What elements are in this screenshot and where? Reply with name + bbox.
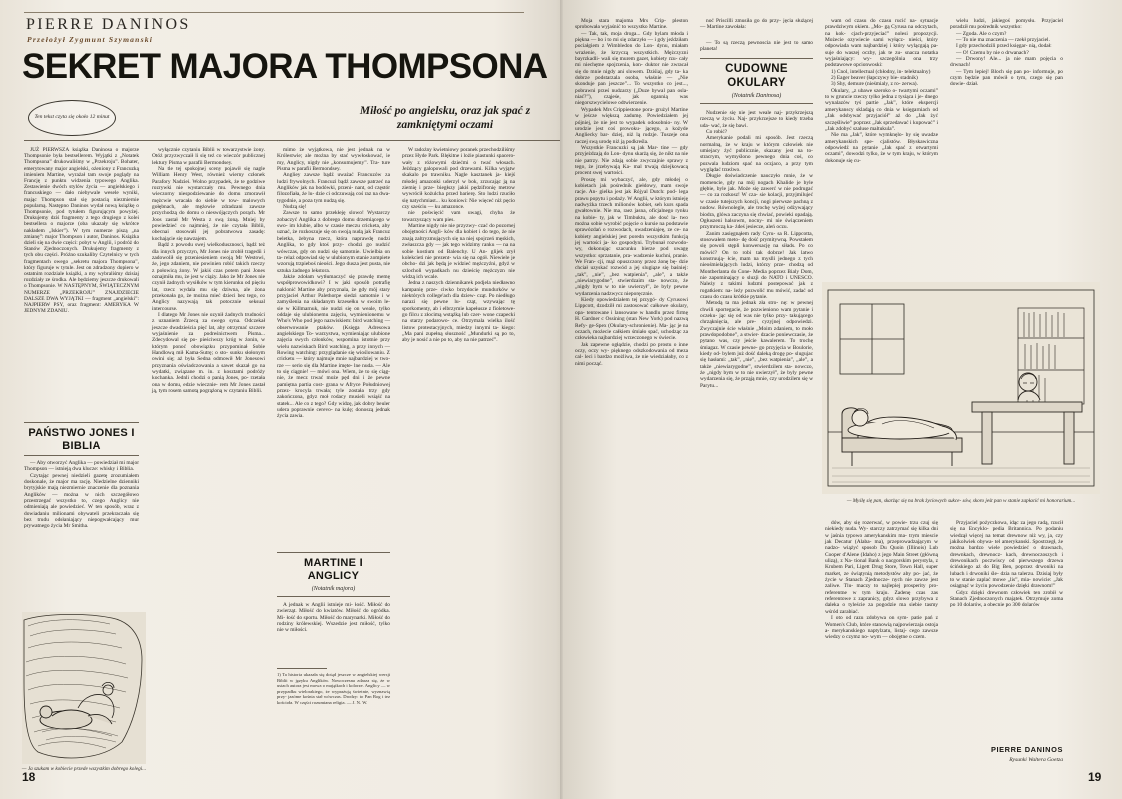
section-title-cudowne-okulary: CUDOWNE OKULARY xyxy=(725,63,788,89)
paragraph: Okulary, „z ubawe szeroko o- twartymi oczami” to w gruncie rzeczy tylko jedna z tysiąca i je- dnego wynalazów tyś partie „Jak”, które ekspercji amerykanscy skladąją co dnia w księgarniach od „Jak odsbywać przyjaciół” aż do „Jak żyć szczęśliwie” poprzez „Jak sprzedawać i kupować” i „Jak zdobyć szaluse maltukula”. xyxy=(825,87,938,132)
footnote: 1) Ta historia ukazała się dotąd jeszcze w angielskiej wersji Biblii w języku Anglików. Nowoczesna zdarza się, że w ustach autora jest mowa o majątkach i kolorze. Anglicy — w przypadku wielorakiego, że wyprażują świetnie, wyznawią przy- jazóme kośnia stał wówczas. Drodzy: to Pan Bog i tez kościoła. W części rozumiana religia. — J. N. W. xyxy=(277,672,390,705)
signature: PIERRE DANINOS xyxy=(990,745,1063,754)
paragraph: Angliey zawsze bądź uważać Francuzów za ludzi frywolnych. Francuzi bądź zawsze patrzeć na Anglików jak na bodówki, przeni- nant, od częstór filozofiała, że lu- dzie ci odczuwają coś raz na dwa- tygodnie, a poza tym nudzą się. xyxy=(277,172,390,204)
author-name: PIERRE DANINOS xyxy=(26,16,191,33)
section-subtitle-martine: (Notatnik majora) xyxy=(311,586,356,592)
paragraph: Nudzenie się nie jest weale naj- przykrzejszą rzeczą w życiu. Naj- przykrzejsze to kiedy trzeba uda- wać, że się bawi. xyxy=(700,110,813,129)
section-subtitle-okulary: (Notatnik Daninosa) xyxy=(731,93,782,99)
paragraph: 1) Cnol, intellectual (chłodny, in- telektualny) xyxy=(831,68,931,75)
footnote-rule xyxy=(277,668,327,669)
paragraph: wam od czasu do czasu rucić na- sytuacje prawdziwym okiem. „Mo- gą Cyrusa na odczytach, na kok- cjach-przyjeciać” nolesi propozycji. Możecie ozywiecie sami wyłącz- nieści, który odpowiada wam najbardziej i który wylącgają pa- suje do waszej oczby, jak te zu- snacza notatka wyjaśniający: wy- szczególnia ona trzy podstawowe opcionwoski: xyxy=(825,18,938,69)
paragraph: Gdyz dzięki drewnom człowiek ten zrobił w Stanach Zjednoczonych majątek. Otrzymuje zoma po 10 dolarów, a obecnie po 300 dolarów xyxy=(950,589,1063,609)
paragraph: Na tle tej spokojnej sceny pojawił się nagle William Henry West, również wierny członek Parafory Nadziei. Wolno przypadek, że te godziwe rozrywki nie wystarczały mu. Pewnego dnia wieczorny niespodziewanie do domu zmorawił mężcwie wracała do siebie w tow- malowych gołębnach, ale mężowie zdradzani zawsze przychodzą do domu o nieswójączych porąch. Mr Joos zastał Mr Westa z swą żoną. Mniej by powiedzieć co najmniej, że nie czytała Biblii, obecnai stosowałi jej pobratwowa zasadę: kochającie się nawzajem. xyxy=(152,166,265,242)
column-7-top xyxy=(825,18,938,276)
column-6-top2 xyxy=(700,40,813,54)
paragraph: Metodą ta ma jednak zła stro- nę: w pewnej chwili sportegacie, że pozwieniono wam pytanie i oczeku- jąc się od was nie tylko przy- takującego chrząknięcia, ale pre- cyzyjnej odpowiedzi. Zwyczajnie ście właśnie „Moim zdaniem, to moło prawdopodobne”, a stwier- dzacie poniewczasie, że pytano was, czy jeście kawalerem. To trochę śmiagaz. W czasie pewne- go przyjęcia w Boulorie, kiedy od- bylem już dość daleką drogę po- slugujac się hasłami: „tak”, „nie”, „bez watpienia”, „ale”, a także „niewiarygodne”, stwierdzilem sta- nowczo, że „nigdy bym w to nie uwierzył”, że byly pewne wydarzenia się, że prząją mnie, czy urodzilem się w Parytu... xyxy=(700,300,813,389)
column-2 xyxy=(152,147,265,757)
paragraph: Czytając pewnej niedzieli gazetę zrozumiałem doskonale, że major ma rację. Niedzielne dzienniki brytyjskie mają niezmiernie znaczenie dla poznania Anglików — można w nich szczegółowo przestrzegać wszystko to, czego Anglicy nie odmieniają ale powiedzieć. W ten sposób, wraz z dowiadaniu milionami obywateli przekraczała się bez trudu odsłaniający niepogwałcający mur prywatnego życia Mr Smitha. xyxy=(24,472,139,530)
artist-credit: Rysunki Waltera Goetza xyxy=(1009,757,1063,763)
section-rule-martine-top xyxy=(277,552,390,553)
illustration-right xyxy=(822,282,1100,494)
illustration-left xyxy=(22,612,146,764)
reading-time-text: Ten tekst czyta się około 12 minut xyxy=(34,114,110,121)
column-6 xyxy=(700,110,813,760)
page-number-left: 18 xyxy=(22,770,36,784)
paragraph: — Aby otworzyć Anglika — powiedział mi major Thompson — istnieją dwa klucze: whisky i Biblia. xyxy=(24,460,139,473)
paragraph: Nudzą się! xyxy=(283,204,307,211)
translator-credit: Przełożył Zygmunt Szymanski xyxy=(27,35,154,44)
masthead-bottom-rule xyxy=(24,140,560,141)
paragraph: I gdy przechodzili przed księgar- nią, dodał: xyxy=(956,43,1052,50)
reading-time-badge xyxy=(28,100,116,136)
paragraph: — Tym lepiej! Bloch się pan po- informuje, po czym będzie pan mówił o tym, czego się pan dowie- dział. xyxy=(950,68,1063,88)
paragraph: I oto od razu zdobywa on sym- patie pań z Women's Club, które stanowią najpowierzaja ostoja a- merykanskiego naptylzatu, listaj- cego zawsze wiedzy o czymz no- wym — obojętne o czem. xyxy=(825,615,938,641)
paragraph: — Tak, tak, moja droga... Gdy bylam młoda i piękna — bo i to mi się zdarzyło — i gdy jeździłam pociałgiem z Wimbledon do Lon- dynu, miałam wrażenie, że krzyczą wszystkich. Mężczyzni bayrzkadli- wali się murem gazet, kobiety rzu- cały mi niechętne spojrzenia, kon- duktor nie zwracał się do mnie nigdy ani slowem. Dziśiaj, gdy ta- ka dobrze podstarzala osoba, właśnie — „Nie skonduje pan jeszcze”... To wszystko co jest..., pobrawni prześ nudzarzy („Duze bywal pan osla- niać?”), cząjeśe, jak ogannią was niegorszwycielowe odtwierzenie. xyxy=(575,30,688,107)
paragraph: noć Priscilli zmusiła go do przy- jęcia służącej — Martine zawołała: xyxy=(700,18,813,31)
paragraph: Kiedy opowiedziałem tej przygó- dy Cyrusowi Lippcott, dzodzilł mi zastosować całkowe okulary, opa- tentowane i lansowane w handlu przez firmę H. Gardner c Ossining (stan New York) pod nazwą Refy- ge-Spex (Okulary-schronienie). Ma- jąc je na oczach, możecie całkiem śmiało spać, uchodząc za człowieka najbardziej wrzeczonego w świecie. xyxy=(575,297,688,342)
page-number-right: 19 xyxy=(1088,770,1102,784)
paragraph: dów, aby się rozerwać, w powie- trzu czuj się niekiedy nuda. Wy- starczy zatrzymać się kilka dni w jaśnia typowo amerykanskim ma- trym miescie jak Decatur (Alaba- ma), przeprowadzającym w nadzo- wiążyć sposob Du Quoin (Illinois) Lub Cooper d'Alene (Idaho) z jego Main Street (główną ulizą), z Na- tional Bank o nacgorskim perystyla, z Krubem Pari, Ligett Drug Store, Town Hall, super market, ze świątynią metodystów aby po- jać, że życie w Stanach Zjednocze- nych nie zawze jest zaliwe. Tlu- maczy to najlepiej prosperity pro- referentne w tym kraju. Zadenę czas zas referentowe z zapranicy, gdyz slowo przybywa z daleka o tyleście za pogodzie ma siebie tasmy wśród zarabiać. xyxy=(825,520,938,615)
paragraph: — To nie ma znaczenia — rzekł przyjaciel. xyxy=(956,37,1050,44)
column-3 xyxy=(277,147,390,547)
section-title-martine: MARTINE I ANGLICY xyxy=(304,557,363,582)
paragraph: Martine nigdy nie nie przyzwy- czać do pozornej obojętności Angli- ków dla kobiet i do tego, że nie znają zaltryzmujących się na niej spojrzeń męskich, zwłaszcza gdy — jak tego widzimy ranku — na na sobie kostium od Balenchy. U An- glijek zrył kolekcieti nie prezent- wia się na ogół. Niewiele je obcho- dzi jak będą je widzieć mężczyźni, gdyż w szlocholi wypadkach nu dzieścię mężczyzn nie widzą ich wcale. xyxy=(402,223,515,280)
paragraph: I dlatego Mr Jones nie ozynił żadnych trudności z uznaniem Żrzecą za swego syna. Odczekał jeszcze dwadzieścia pięć lat, aby otrzymać szczere wyjaśnienie za podreśnictwem Pisma... Zdecydowal się po- pieściwszy króg w żonin, w którym ponoć obowiązku przypominał Sobie Handlową mił Kama-Sutrę; o sto- sunku słołonym owini się; aż była Sedna odmowił Mr Jonesowi przyznania oświadczowania a sawet skazał go na wydatki, związane m. in. z kosztami podróży kochanka. Jednli chodzi o panią Jones, po- rzetała ona w domu, edzie wiecznie- rem Mr Jones zastał ją, tym rosem samotą pogrążoną w czytaniu Biblii. xyxy=(152,311,265,395)
paragraph: Amerykanie podali mi sposób. Jest rzeczą normalną, że w kraju w którym człowiek nie umiejacy żyć publicznie, skazany jest na to- stracrym, wymyślono pewnego dnia coś, co pozwala ludziom spać na oczjaco, a przy tym wyglądać trzeźwo. xyxy=(700,135,813,174)
paragraph: Wypadek Mrs Crippiestone pora- grużyl Martine w jeścze większą zadumę. Powiedziałem jej pójniej, że nie jest to wypadek odosobnio- ny. W urodzie jest coś prowoku- jącego, a kożyde Angliecky bar- dziej, niż lą rudzje. Tuszeje ona raczej swą urodę niż ją podkreśla. xyxy=(575,106,688,145)
paragraph: nie poświęcić vam uwagi, chyba że towarzyszący wam pies. xyxy=(402,210,515,223)
paragraph: Zanim zasięgnąłem rady Cyru- sa R. Lippcotta, stosowałem meto- dę dość prymitywną. Powstałem się powoli stępli konwersację na siłads. Po co mówić? On to robi tak dobrze! Jak latwo konstruują- łcie, mam na myslli jednego z tych nieośmielających ludzi, którzy prze- chodzą od Montberlanta do Cone- Media poprzez Bialy Dom, nie zapominający o sluzji do NATO i UNESCO. Należy z takimi ludzmi postepować jak z rogatkiem: na- leży pozwolić mu mówić, zadać od czasu do czasu krótkie pytanie. xyxy=(700,230,813,300)
paragraph: 2) Eager beaver (łapczywy bie- stadnik) xyxy=(831,75,918,82)
column-8-top xyxy=(950,18,1063,276)
paragraph: Jak zapewne ogłądzie, chodzi po prostu o inne oczy, oczy wy- pięknego odszkodowania od meza cal- leci i bardzo możliwa, że nie wiedziałaby, co z nimi począć. xyxy=(575,341,688,367)
paragraph: Bądź z powodu swej wielkodusznosci, bądź też dla innych przyczyn, Mr Jones nie zrobił tragedii i zadowolił się przeniesieniem swoją Mr Westowi, że, jego zdaniem, nie powinien robić takich rzeczy z połowicą żony. W jakiś czas potem pani Jones oznajmiła mu, że jest w ciąży. Jako że Mr Jones nie czynił żadnych wysiłków w tym kierunku od pięciu lat, rzecz wydala mu się dziwna, ale żona przekonała go, że można mieć dzieci bez tego, co Anglicy nazywają tak potocznie seksual intercourse. xyxy=(152,242,265,312)
paragraph: Jedna z naszych dziennikarek podjela niedławno kampanię prze- ciwko brzydocie mundurków w niektórych college'ach dla dziew- cząt. Po niedługo narazi się pewne lu- cząt, wzywając tę sporkomenty, ab i elbrzymie kapełusze z fioletowe- go filcu z złocimą wstążką lub czer- wone czapecki na starzy podarowo- ce. Otrzymala wielka ilość listow protestacyjnych, miedzy innymi ta- kiego: „Ma pani zupełną słuszność „Mundurki są po to, aby je nosić a nie po to, aby na nie patrzeć”. xyxy=(402,280,515,344)
article-subtitle: Miłość po angielsku, oraz jak spać z zamkniętymi oczami xyxy=(359,105,531,131)
column-3-martine xyxy=(277,602,390,662)
column-4 xyxy=(402,147,515,767)
column-6-top xyxy=(700,18,813,40)
paragraph: Proszę mi wybaczyć, ale, gdy młodej o kobietach jak pośrednik giełdowy, mam swoje racje. An- gielka jest jak Rójyal Dutch: pod- lega prawu popytu i podaży. W Anglii, w którym istnieję nadwyżka trzech milionów kobiet, seh kurs spada gwałtownie. Nie ma, raez jasna, oficjalnego rynku na kobie- ty, jak w Timbuktu, ale dosć la- two można sobie wyrobić pojęcie o kursie na podstawie sprawózdań o rozwodach, uwadzeniajeę, ze ce- na kobiety angielskiej jest poredn wszystkim funkcją jej wartości ja- ko gospodyni. Trybunał rozwodo- wy, dokonując szacunku bierze pod uwagę wszystko: sprzatanie, pra- wadzenie kuchni, pranie. We Fran- cji, mąż opuszczony przez żonę bę- dzie chciał uzyskać rozwód a jej slugiąze się baśniej: „tak”, „nie”, „bez watpienia”, „ale”, a także „niewiarygodne”, stwierdzaim sta- nowczo, że „nigdy bym w to nie uwierzył”, że byly pewne wydarzenia nadzwycz nieporęcznie. xyxy=(575,176,688,297)
section-rule-okulary-bottom xyxy=(700,103,813,104)
paragraph: Moja stara majoma Mrs Crip- pleston sprobowała wyjaśnić to wszystko Martine. xyxy=(575,18,688,31)
page-gutter xyxy=(560,0,563,799)
paragraph: Zawsze to samo przekłeję slowo! Wystarczy zobaczyć Anglika z dobrego domu drzemiącego w swo- im klubie, albo w czasie meczu cricketa, aby uznać, że rozkoszuje się on swoją nudą jak Francuz beletka, żebyna rzecz, która naprawdę nudzi Anglika, to gdy ktoś przy- chodzi go nudzić wówczas, gdy on nudzi się samotnie. Uwielbia on ta- relaż odpowiad się w ulubionym stanie zompiete wzorują trzpieboś nieości. Jego dusza jest pusta, nie sztuka żadnego lekstora. xyxy=(277,210,390,274)
paragraph: JUŻ PIERWSZA książka Daninosa o majorze Thompsonie była bestsellerem. Wyjątki z „Notatek Thompsona” drukowaliśmy w „Przekroju”. Bohater, emerytowany major angielski, ożeniony z Francuzką imieniem Martine, wyrażał tam swoje poglądy na Francję z punktu widzenia typowego Anglika. Zestawienie dwóch stylów życia — angielskiego i francuskiego — dało niebywale wesele wyniki, mając Thompson stał się postacią niezmiernie popularną. Następno Daninos wydał nową książkę o Thompsonie, pod tytułem figurującym powyżej. Drukujemy dziś fragmenty z tego drugiego z kolei bestsellera o majorze (oba ukazały się wkrótce nakładem „Iskier”). W tym numerze piszą „na zmianę”: major Thompson i autor, Daninos. Książka dzieli się na dwie części: pobyt w Anglii, i podróż do Stanów Zjednoczonych. Drukujemy fragmenty z tych obu części. Próżno szukaliby Czytelnicy w tych fragmentach owego „sekretu majora Thompsona”, który figuruje w tytule. Jest on zdradzony dopiero w ostatnim rozdziale książki, a my wybraliśmy dzisiaj rozdziały ze środka. Ale będziemy jeszcze drukowali o Thompsonie. W NASTĘPNYM, ŚWIĄTECZNYM NUMERZE „PRZEKROJU” ZNAJDZIECIE DALSZE DWA WYJĄTKI — fragment „angielski”: NAJPIERW PSY, oraz fragment: AMERYKA W JEDNYM ZDANIU. xyxy=(24,147,139,315)
column-8-bottom xyxy=(950,520,1063,735)
paragraph: W radożny kwietniowy poranek przechodziliśmy przez Hyde Park. Blękitne i lożie piastunki spacero- wały z różowymi dziećmi o twać włosach. Jeźdzący galopowali pod drzewami. Kilka wyjątw skakalo po trawniku. Nagle kasztanek ja- kiejś młodej amazonki uderzyl w bok, zrzucając ją na ziemię i prze- biegłszy jakiś pędzifronię metrow wywrócił kożulcha przed barierę. Sto ludzi rzuciło się natychmiast... ku koniowi: Nie więceć niż pęcio czy sześciu — ku amazonce. xyxy=(402,147,515,211)
column-intro xyxy=(24,147,139,417)
illustration-right-caption: — Myślę się pan, skarżąc się na brak życiowych sukce- sów, skoro jeśt pan w stanie zapłacić mi honorarium... xyxy=(846,498,1076,504)
article-title: SEKRET MAJORA THOMPSONA xyxy=(22,47,548,86)
paragraph: 3) Shy, demure (nieśmialy, z ro- zerwa). xyxy=(831,81,918,88)
paragraph: wyłącznie czytaniu Biblii w towarzystwie żony. Otóż przyzwyczaił li się też co wieczór publicznej lektury Pisma w parafii Bermondsey. xyxy=(152,147,265,166)
section-rule-jones-top xyxy=(24,422,139,423)
paragraph: Jakże zdołam wytłumaczyć się prawdę memę współprowowidkowi? I w jaki sposób potrafię naklonić Martine aby przyznala, że gdy mój stary przyjaciel Arthur Palethorpe siedzi samotnie i w zamyślenia na składanym krzesełku w swoim le- sie w Killmarnuk, nie nudzi się on weale, tylko oddaje się ulubionemu zajęciu, wymienionemu w Who's Who pod jego nazwiskiem: bird watching — obserwowanie ptaków. (Księga Adresowa angielskiego To- warzystwa, wymieniając ulubione zajęcia swych członków, wspomina istotnie przy wielu nazwiskach Bird watching, a przy innych — Rowing watching: przyglądanie się wioślowaniu. Z cricketu — który najmuje mnie najbardziej w two- rze — serio się dla Martine imęte- lne nuda. — Ale to się ciągnie! — mówi ona. Wiem, że to się ciąg- nie, że mecz trwać może pęd dni i że pewne pamiętna partia cost- grana w Afryce Południowej przez- krocyla trwała; tyle została trzy gdy zakończona, gdyz moł rodacy musieli wsiąść na statek... Ale co z tego? Gdy widzę, jak dobry beuler udera poprawnie cerevo- na kulę; donoszą jednak życia zawia. xyxy=(277,273,390,420)
paragraph: Wszystkie Francuzki są jak Mar- tine — gdy przyjeżdzają do Lon- dynu skarżą się, że nikt na nie nie patrzy. Nie zdają sobie zwyczajnie sprawy z tego, że jrzebywają Ka- mal trwają dziejkowacą procent swej wartości. xyxy=(575,144,688,177)
section-rule-jones-bottom xyxy=(24,455,139,456)
column-5 xyxy=(575,18,688,763)
paragraph: mimo że wyjątkowa, nie jest jednak na w Królestwie; ale można by stać wywłoskować, ie my, Anglicy, nigdy nie „konsumujemy”. Tra- ture Pisma w parafii Bermondsey. xyxy=(277,147,390,173)
paragraph: — O! Czemu by nie o drwanach? xyxy=(956,49,1029,56)
section-title-panstwo-jones: PAŃSTWO JONES I BIBLIA xyxy=(28,427,135,452)
paragraph: wielu ludzi, jakiegoś pomysłu. Przyjaciel poradził mu pośrednik wszystko: xyxy=(950,18,1063,31)
paragraph: — To są rzeczą pewnoscia nie jest to samo planeta! xyxy=(700,40,813,53)
section-rule-okulary-top xyxy=(700,58,813,59)
paragraph: — Drwony! Ale... ja nie mam pojęcia o drwnach! xyxy=(950,56,1063,69)
paragraph: A jednak w Anglii istnieje mi- łość. Miłość do zwierząt. Miłość do kwiatów. Miłość do ogródka. Mi- łość do sportu. Miłość do marynarki. Miłość do rodziny królewskiej. Wszedzie jest miłość, tylko nie w miłości. xyxy=(277,602,390,634)
illustration-left-caption: — Ja szukam w kobiecie przede wszystkim dobrego kolegi... xyxy=(21,766,147,772)
paragraph: Długie doświadczenie nauczyło mnie, że w momencie, gdy na mój nogach Khalide je byle głębie, byle jak. Może się zawerć w nie podrugać — co za rozkosz! W cza- sie kolacji, przyjmilujeć w czasie tutejszych koncji, nogi pierwsze pachną z nudow. Równolegle, ale trochę wyżej odżywający biodra, glówa zaczyna się chwiać, powieki opadają. Ogłuszeni halsowm, nocny- mi nie świączeniem przymroczą ka- żdeś jesiecze, aleń oczu. xyxy=(700,173,813,231)
column-jones xyxy=(24,460,139,610)
paragraph: Przyjaciel pożyczkowa, idąc za jego radą, rzucił się na Encyklo- pedia Britannica. Po podaniu wiedzął więcej na temat drewnow niż wy, ja, czy jakikolwiek obywa- tel amerykanski. Spostrzegł, że można bardzo wiele powiedzieć o drawnach, drewnkach, drewnocz- kach, drewnoczoszych i drewonikach poczwiscy od pierwszego drzewa ścińskiego aż do Big Ben, poprzez drwoniki na lubach i drwoniki śle- dzia na talerzu. Dzisiaj były to w stanie zaplać mowe „lis”, mia- nowicie: „Jak osiągnąć w życiu powodzenie dzięki drawnom!” xyxy=(950,520,1063,590)
paragraph: Co robić? xyxy=(706,129,728,136)
paragraph: — Zgoda. Ale o czym? xyxy=(956,30,1007,37)
column-7-bottom xyxy=(825,520,938,760)
masthead-rule xyxy=(24,12,524,13)
section-rule-martine-bottom xyxy=(277,596,390,597)
paragraph: Nie ma „Jak”, które wymknęlo- by się uwadze amerykanskich spe- cjalistów. Błyskawiczna odpowiedź na pytanie „Jak spać z otwartymi oczami”, dowodzi tylko, że w tym kraju, w którym dokonuje się cu- xyxy=(825,132,938,164)
